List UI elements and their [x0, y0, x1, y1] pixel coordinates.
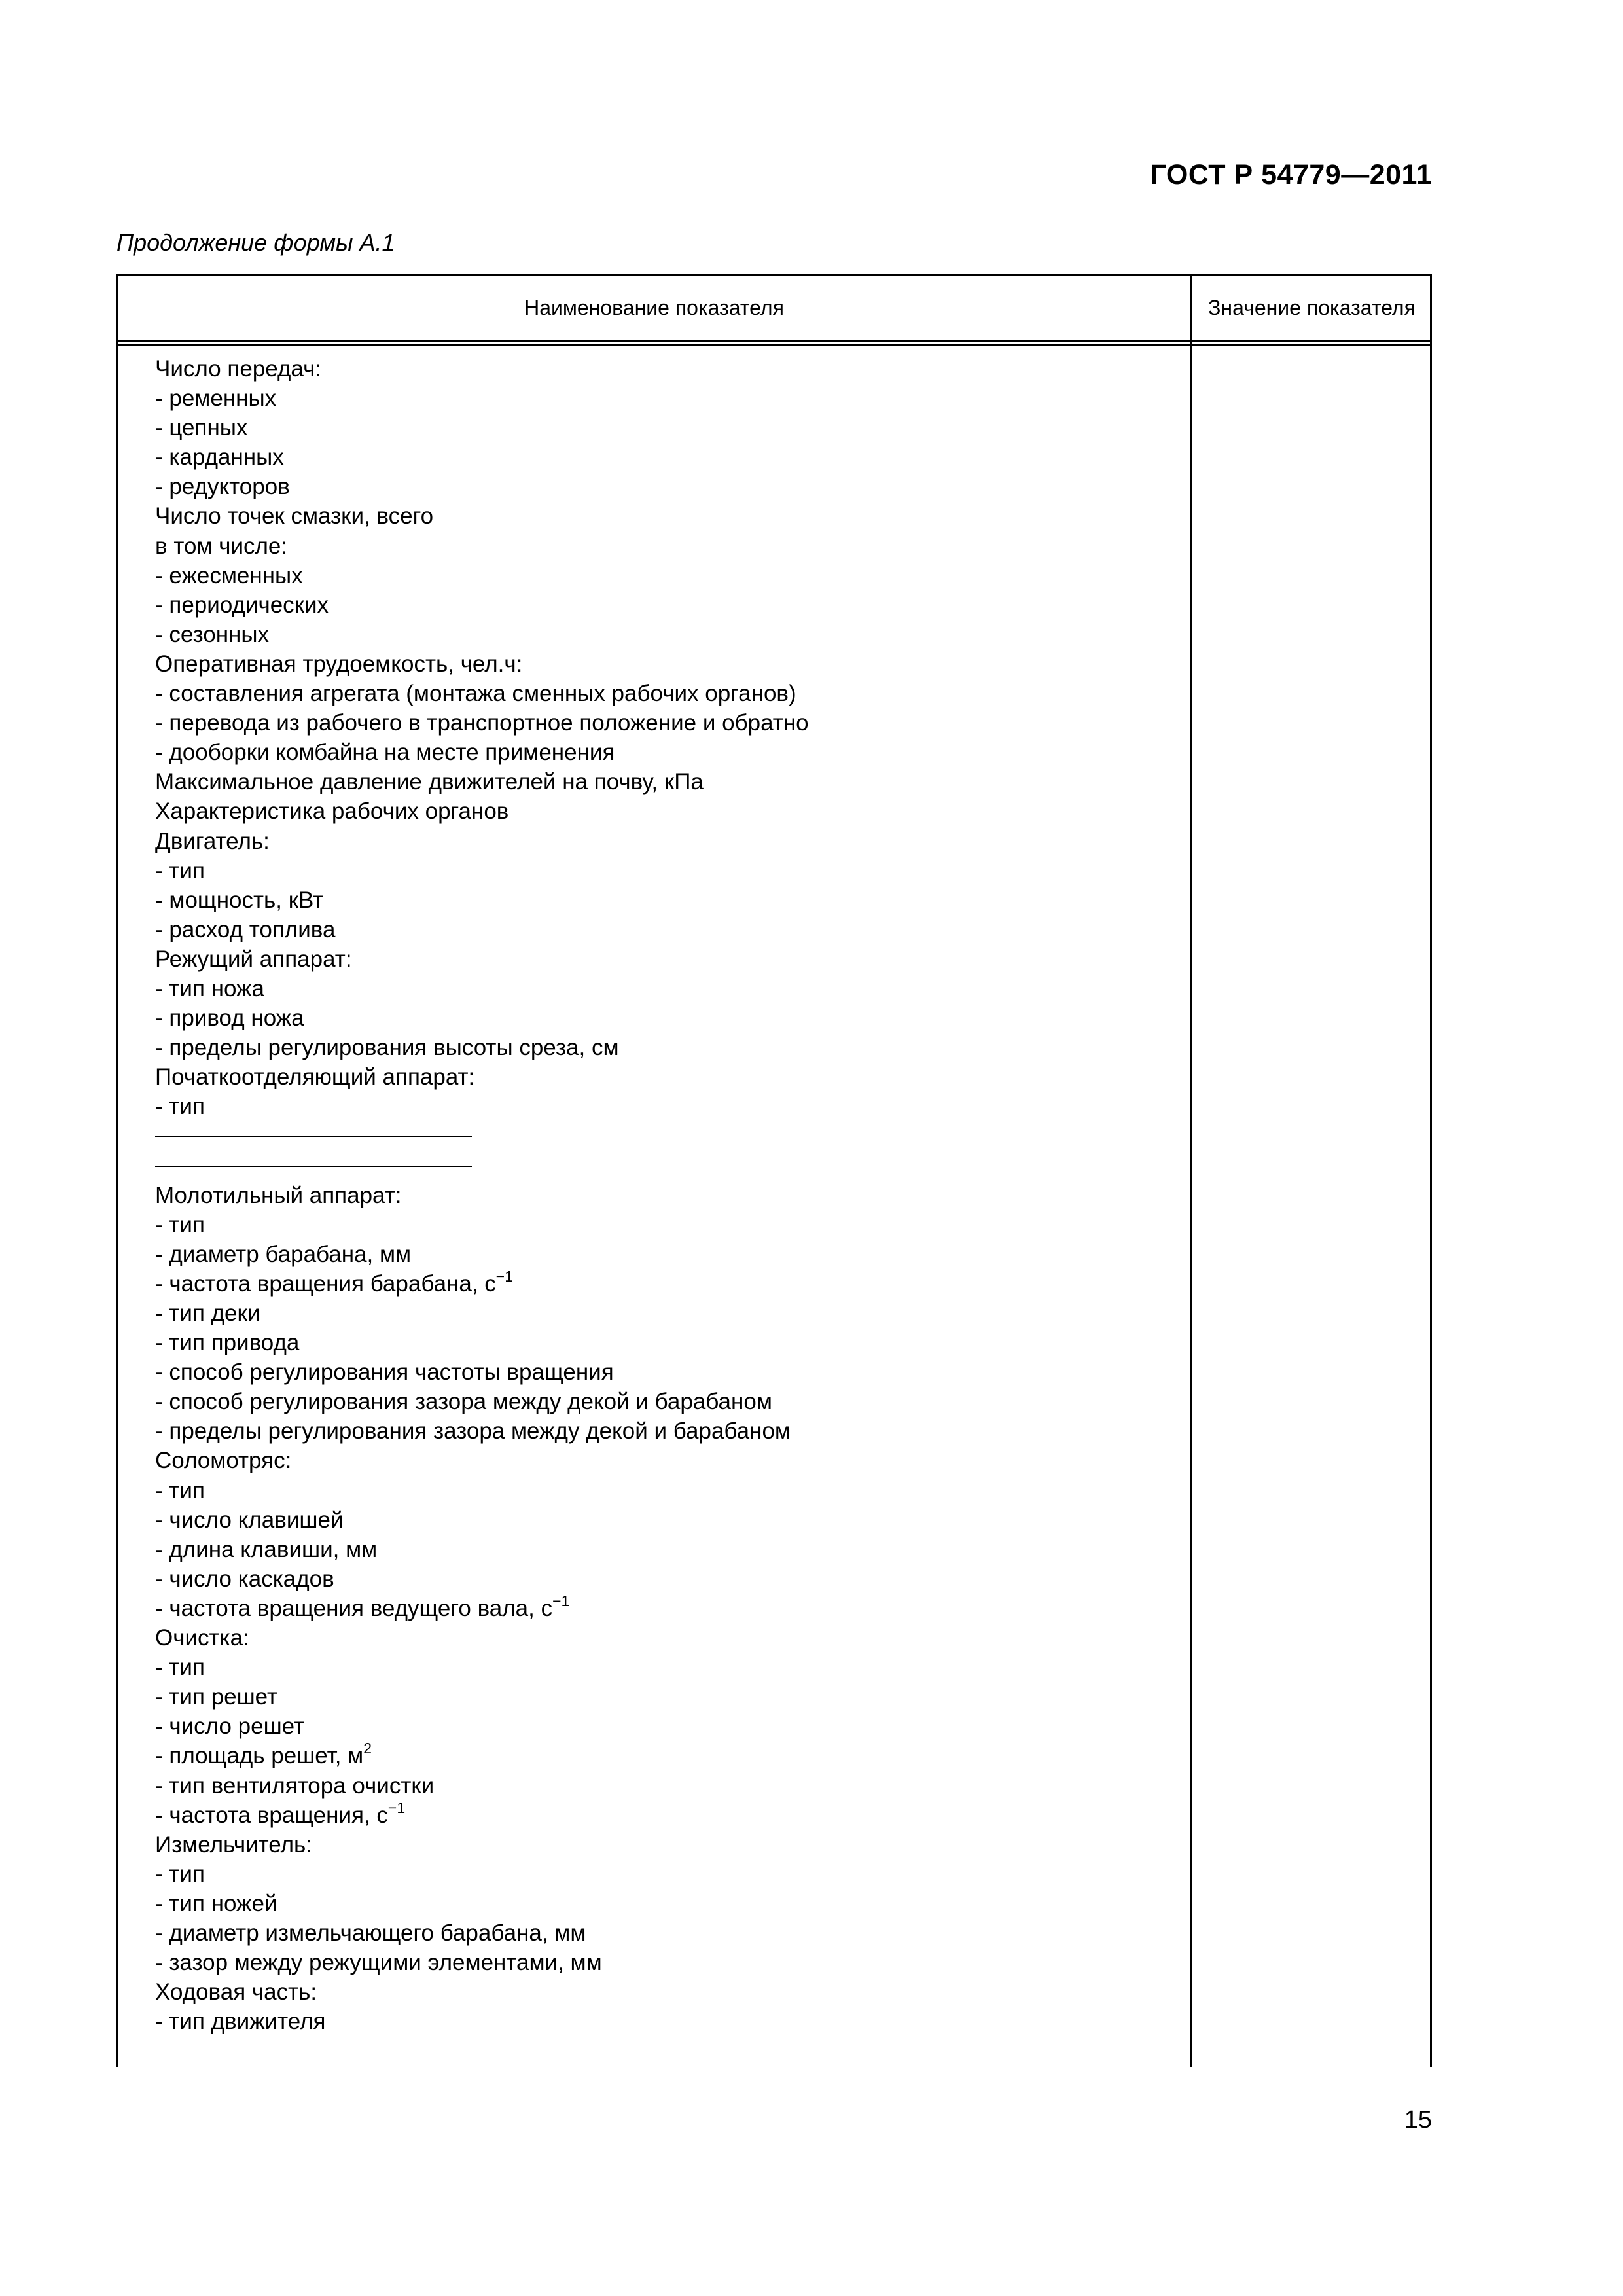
- indicator-label: Число точек смазки, всего: [155, 503, 434, 529]
- indicator-row: [155, 1535, 1176, 1564]
- unit-exponent: −1: [387, 1799, 406, 1816]
- indicator-label: - пределы регулирования зазора между декой и барабаном: [155, 1418, 791, 1444]
- indicator-row: [155, 886, 1176, 915]
- indicator-row: [155, 1269, 1176, 1299]
- indicator-label: - перевода из рабочего в транспортное положение и обратно: [155, 710, 809, 736]
- indicator-label: - частота вращения, с: [155, 1802, 388, 1828]
- indicator-row: [155, 1387, 1176, 1416]
- indicator-row: [155, 1240, 1176, 1269]
- indicator-row: [155, 1357, 1176, 1387]
- indicator-row: [155, 1299, 1176, 1328]
- indicator-label: - тип: [155, 1655, 205, 1681]
- indicator-row: [155, 1003, 1176, 1033]
- indicator-row: [155, 1328, 1176, 1357]
- indicator-label: - тип: [155, 1094, 205, 1120]
- indicator-row: [155, 915, 1176, 944]
- indicator-label: - число решет: [155, 1713, 305, 1740]
- indicator-row: [155, 1594, 1176, 1623]
- unit-exponent: −1: [495, 1267, 514, 1285]
- blank-rule-line: [155, 1121, 1176, 1151]
- indicator-row: [155, 1712, 1176, 1741]
- indicator-label: Двигатель:: [155, 828, 270, 854]
- indicator-label: - тип решет: [155, 1684, 277, 1710]
- indicator-label: - мощность, кВт: [155, 887, 324, 913]
- document-code: ГОСТ Р 54779—2011: [1150, 159, 1432, 190]
- indicator-label: - число каскадов: [155, 1566, 334, 1592]
- indicator-label: Число передач:: [155, 356, 322, 382]
- indicator-row: [155, 472, 1176, 501]
- indicator-row: [155, 413, 1176, 442]
- indicator-row: [155, 1801, 1176, 1830]
- indicator-row: [155, 1446, 1176, 1475]
- indicator-row: [155, 708, 1176, 738]
- indicator-label: - привод ножа: [155, 1005, 304, 1031]
- indicator-label: - расход топлива: [155, 916, 336, 942]
- indicator-row: [155, 1623, 1176, 1653]
- indicator-row: [155, 1918, 1176, 1948]
- indicator-label: Режущий аппарат:: [155, 946, 352, 972]
- indicator-label: - редукторов: [155, 474, 290, 500]
- indicator-label: - тип: [155, 1477, 205, 1503]
- indicator-label: - длина клавиши, мм: [155, 1536, 378, 1562]
- indicator-label: Молотильный аппарат:: [155, 1182, 402, 1208]
- indicator-row: [155, 1682, 1176, 1712]
- indicator-row: [155, 944, 1176, 974]
- indicator-label: - тип деки: [155, 1300, 260, 1326]
- indicator-row: [155, 2007, 1176, 2036]
- indicator-label: Соломотряс:: [155, 1448, 292, 1474]
- indicator-row: [155, 620, 1176, 649]
- indicator-row: [155, 384, 1176, 413]
- indicator-label: Очистка:: [155, 1625, 249, 1651]
- indicator-row: [155, 501, 1176, 531]
- indicator-label: - ременных: [155, 386, 277, 412]
- indicator-row: [155, 1771, 1176, 1801]
- indicator-label: - тип привода: [155, 1330, 300, 1356]
- indicator-label: Максимальное давление движителей на почву, кПа: [155, 769, 704, 795]
- indicator-label: - тип ножей: [155, 1890, 277, 1916]
- indicator-label: - тип: [155, 857, 205, 884]
- indicator-row: [155, 442, 1176, 472]
- indicator-label: - частота вращения барабана, с: [155, 1270, 496, 1297]
- indicator-row: [155, 1948, 1176, 1977]
- indicator-label: - тип: [155, 1861, 205, 1887]
- indicator-row: [155, 561, 1176, 590]
- indicator-row: [155, 767, 1176, 797]
- indicator-row: [155, 738, 1176, 767]
- indicator-label: - способ регулирования зазора между декой и барабаном: [155, 1389, 772, 1415]
- indicator-row: [155, 1889, 1176, 1918]
- indicator-label: - составления агрегата (монтажа сменных рабочих органов): [155, 681, 796, 707]
- indicator-row: [155, 1062, 1176, 1092]
- indicator-label: - тип движителя: [155, 2009, 326, 2035]
- indicator-row: [155, 590, 1176, 620]
- indicator-label: - цепных: [155, 415, 248, 441]
- indicator-row: [155, 1505, 1176, 1535]
- indicator-row: [155, 531, 1176, 561]
- indicator-row: [155, 1830, 1176, 1859]
- page-number: 15: [1404, 2106, 1432, 2134]
- indicator-row: [155, 1977, 1176, 2007]
- indicator-label: - ежесменных: [155, 562, 303, 588]
- indicator-label: Характеристика рабочих органов: [155, 798, 509, 825]
- indicator-label: - тип ножа: [155, 975, 264, 1001]
- indicator-row: [155, 974, 1176, 1003]
- indicator-label: - сезонных: [155, 621, 270, 647]
- indicator-row: [155, 856, 1176, 886]
- indicator-label: - тип вентилятора очистки: [155, 1772, 435, 1799]
- form-caption: Продолжение формы А.1: [116, 229, 395, 256]
- indicator-label: - периодических: [155, 592, 329, 618]
- indicator-row: [155, 649, 1176, 679]
- indicator-label: - диаметр барабана, мм: [155, 1241, 412, 1267]
- indicator-label: - способ регулирования частоты вращения: [155, 1359, 614, 1386]
- indicator-list: [155, 354, 1176, 2036]
- indicator-row: [155, 1476, 1176, 1505]
- column-header-value: Значение показателя: [1208, 295, 1416, 319]
- indicator-label: - частота вращения ведущего вала, с: [155, 1595, 553, 1621]
- indicator-label: - пределы регулирования высоты среза, см: [155, 1035, 619, 1061]
- indicator-label: Измельчитель:: [155, 1831, 312, 1857]
- indicator-label: - карданных: [155, 444, 284, 471]
- indicator-row: [155, 354, 1176, 384]
- indicator-row: [155, 1653, 1176, 1682]
- indicator-row: [155, 1741, 1176, 1770]
- indicator-label: - диаметр измельчающего барабана, мм: [155, 1920, 586, 1946]
- indicator-label: Ходовая часть:: [155, 1979, 317, 2005]
- indicator-label: Оперативная трудоемкость, чел.ч:: [155, 651, 523, 677]
- indicator-row: [155, 1564, 1176, 1594]
- indicator-row: [155, 827, 1176, 856]
- indicator-label: - площадь решет, м: [155, 1743, 364, 1769]
- indicator-row: [155, 797, 1176, 826]
- indicator-row: [155, 1181, 1176, 1210]
- blank-rule-line: [155, 1151, 1176, 1181]
- indicator-label: в том числе:: [155, 533, 288, 559]
- indicator-table: [116, 274, 1432, 2067]
- indicator-row: [155, 1859, 1176, 1889]
- indicator-row: [155, 1210, 1176, 1240]
- indicator-row: [155, 679, 1176, 708]
- indicator-label: - дооборки комбайна на месте применения: [155, 740, 615, 766]
- indicator-label: Початкоотделяющий аппарат:: [155, 1064, 475, 1090]
- indicator-label: - число клавишей: [155, 1507, 344, 1533]
- indicator-row: [155, 1033, 1176, 1062]
- unit-exponent: −1: [552, 1592, 570, 1609]
- column-header-name: Наименование показателя: [524, 295, 784, 319]
- column-divider: [1190, 276, 1192, 2067]
- unit-exponent: 2: [363, 1740, 372, 1757]
- indicator-row: [155, 1092, 1176, 1121]
- indicator-label: - зазор между режущими элементами, мм: [155, 1950, 602, 1976]
- indicator-row: [155, 1416, 1176, 1446]
- indicator-label: - тип: [155, 1211, 205, 1238]
